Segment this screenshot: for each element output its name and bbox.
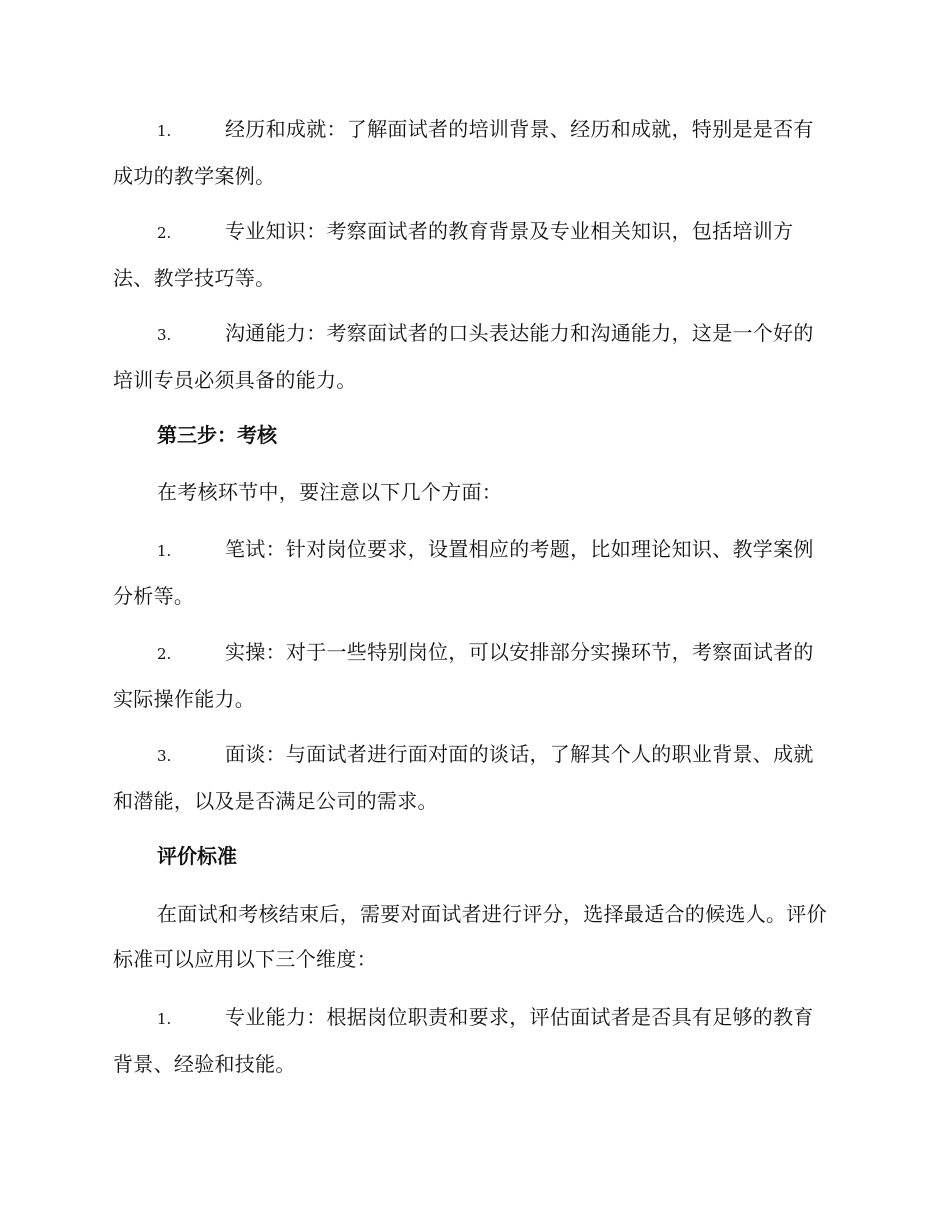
list-text: 专业能力：根据岗位职责和要求，评估面试者是否具有足够的教育背景、经验和技能。 <box>113 1005 814 1076</box>
list-number: 2. <box>157 224 172 242</box>
list-item <box>113 995 833 1087</box>
list-text: 笔试：针对岗位要求，设置相应的考题，比如理论知识、教学案例分析等。 <box>113 537 814 608</box>
list-item <box>113 732 833 824</box>
list-item <box>113 311 833 403</box>
list-item <box>113 527 833 619</box>
list-number: 3. <box>157 747 172 765</box>
step3-intro: 在考核环节中，要注意以下几个方面： <box>157 480 503 504</box>
section-heading-step3: 第三步：考核 <box>157 423 277 447</box>
section-heading-criteria: 评价标准 <box>157 844 237 868</box>
list-number: 1. <box>157 542 172 560</box>
list-item <box>113 209 833 301</box>
list-number: 1. <box>157 122 172 140</box>
criteria-intro: 在面试和考核结束后，需要对面试者进行评分，选择最适合的候选人。评价标准可以应用以下三个维度： <box>113 902 827 971</box>
list-number: 3. <box>157 326 172 344</box>
list-text: 专业知识：考察面试者的教育背景及专业相关知识，包括培训方法、教学技巧等。 <box>113 219 794 290</box>
list-number: 1. <box>157 1010 172 1028</box>
list-number: 2. <box>157 645 172 663</box>
list-text: 沟通能力：考察面试者的口头表达能力和沟通能力，这是一个好的培训专员必须具备的能力。 <box>113 321 814 392</box>
list-item <box>113 630 833 722</box>
list-text: 实操：对于一些特别岗位，可以安排部分实操环节，考察面试者的实际操作能力。 <box>113 640 814 711</box>
list-item <box>113 107 833 199</box>
list-text: 经历和成就：了解面试者的培训背景、经历和成就，特别是是否有成功的教学案例。 <box>113 117 814 188</box>
list-text: 面谈：与面试者进行面对面的谈话，了解其个人的职业背景、成就和潜能，以及是否满足公司的需求。 <box>113 742 814 813</box>
